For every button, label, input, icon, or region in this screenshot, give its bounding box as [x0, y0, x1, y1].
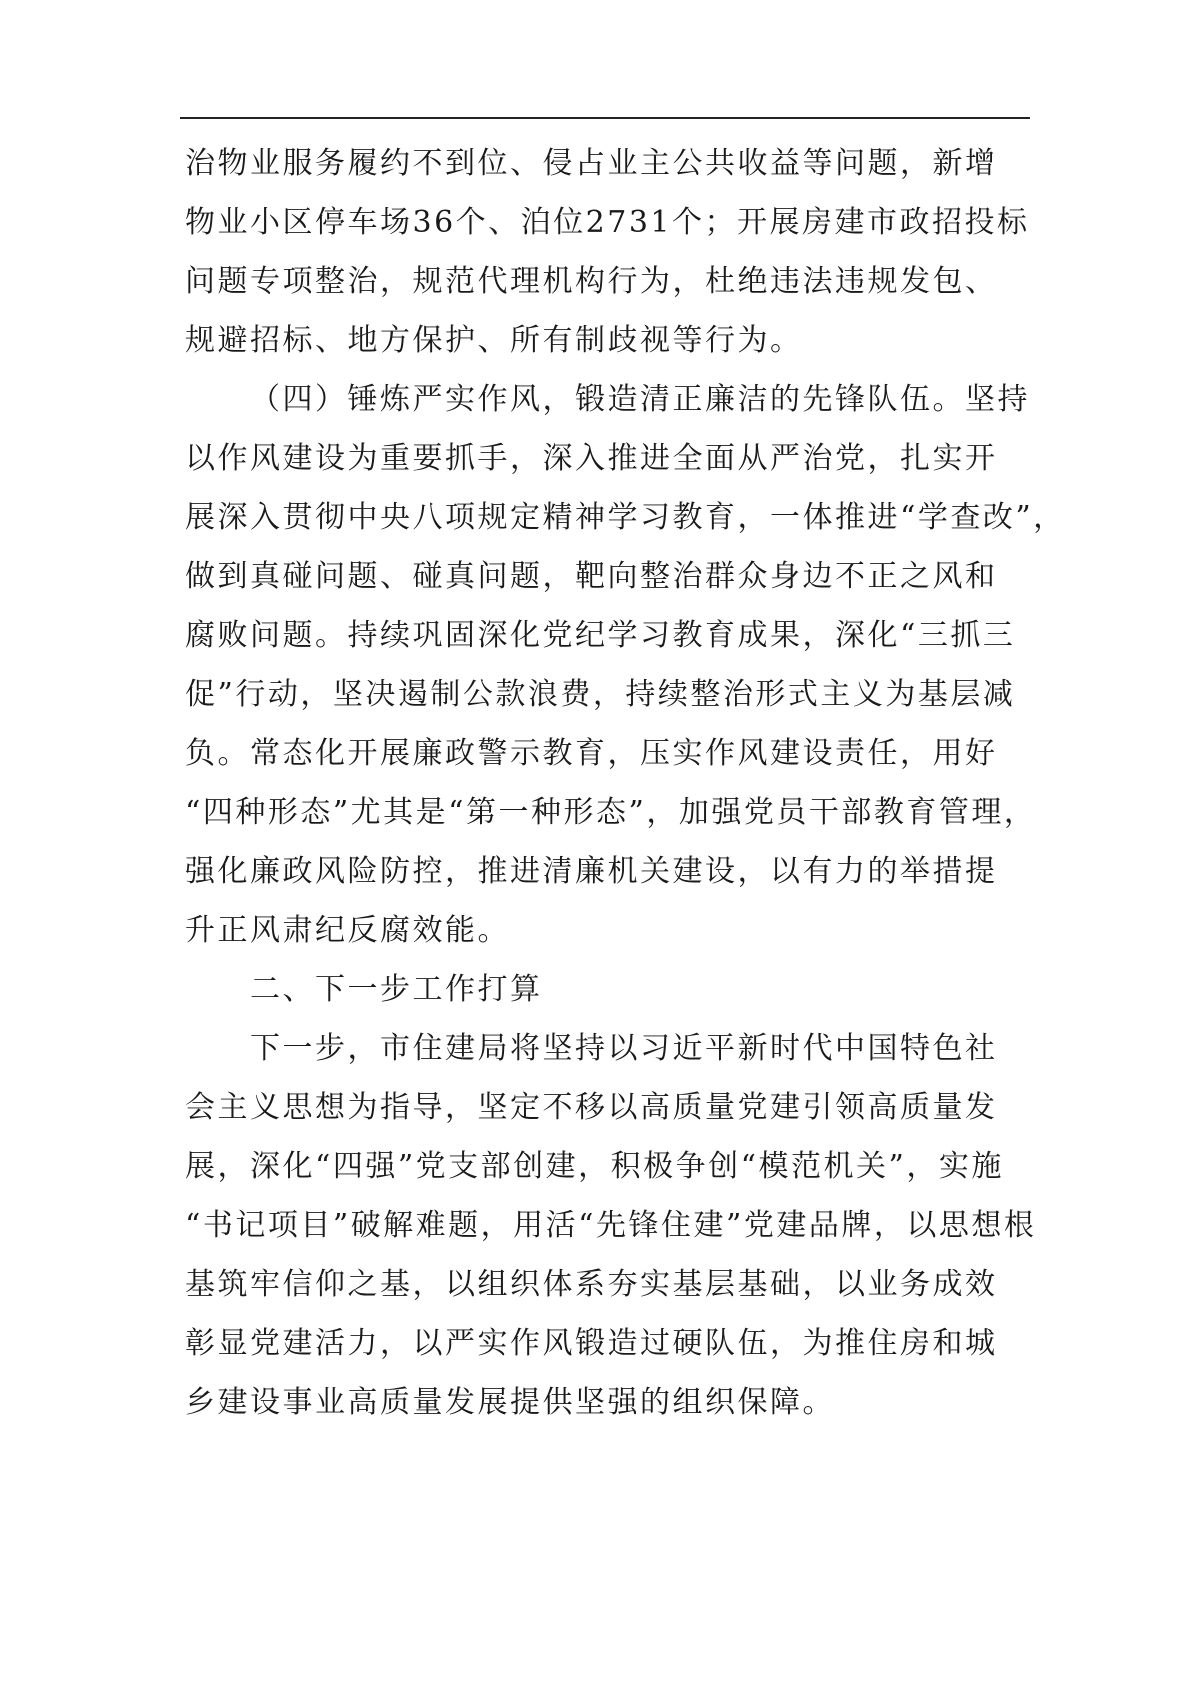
text-line: 负。常态化开展廉政警示教育，压实作风建设责任，用好 [185, 736, 998, 771]
text-line: 下一步，市住建局将坚持以习近平新时代中国特色社 [250, 1031, 998, 1066]
text-line: 乡建设事业高质量发展提供坚强的组织保障。 [185, 1385, 835, 1420]
text-line: 规避招标、地方保护、所有制歧视等行为。 [185, 323, 803, 358]
text-line: 升正风肃纪反腐效能。 [185, 913, 510, 948]
text-line: “书记项目”破解难题，用活“先锋住建”党建品牌，以思想根 [185, 1208, 1037, 1243]
text-line: 以作风建设为重要抓手，深入推进全面从严治党，扎实开 [185, 441, 998, 476]
text-line: 强化廉政风险防控，推进清廉机关建设，以有力的举措提 [185, 854, 998, 889]
text-line: 展，深化“四强”党支部创建，积极争创“模范机关”，实施 [185, 1149, 1004, 1184]
text-line: 腐败问题。持续巩固深化党纪学习教育成果，深化“三抓三 [185, 618, 1016, 653]
text-line: 物业小区停车场36个、泊位2731个；开展房建市政招投标 [185, 205, 1030, 240]
text-line: 治物业服务履约不到位、侵占业主公共收益等问题，新增 [185, 146, 998, 181]
section-heading: 二、下一步工作打算 [250, 972, 543, 1007]
header-rule [180, 117, 1030, 119]
text-line: “四种形态”尤其是“第一种形态”，加强党员干部教育管理， [185, 795, 1037, 830]
text-line: 问题专项整治，规范代理机构行为，杜绝违法违规发包、 [185, 264, 998, 299]
text-line: 促”行动，坚决遏制公款浪费，持续整治形式主义为基层减 [185, 677, 1016, 712]
text-line: 展深入贯彻中央八项规定精神学习教育，一体推进“学查改”， [185, 500, 1066, 535]
text-line: 基筑牢信仰之基，以组织体系夯实基层基础，以业务成效 [185, 1267, 998, 1302]
text-line: 彰显党建活力，以严实作风锻造过硬队伍，为推住房和城 [185, 1326, 998, 1361]
text-line: （四）锤炼严实作风，锻造清正廉洁的先锋队伍。坚持 [250, 382, 1030, 417]
text-line: 做到真碰问题、碰真问题，靶向整治群众身边不正之风和 [185, 559, 998, 594]
text-line: 会主义思想为指导，坚定不移以高质量党建引领高质量发 [185, 1090, 998, 1125]
